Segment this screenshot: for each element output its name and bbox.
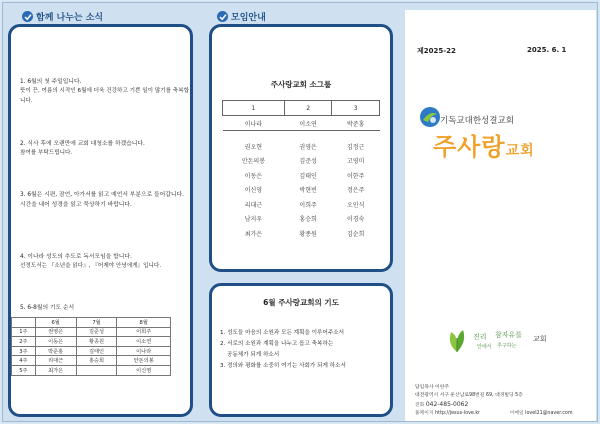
- table-row: 5주 최가은 이신영: [12, 365, 171, 375]
- homepage-link[interactable]: http://jesus-love.kr: [435, 410, 481, 416]
- prayer-order-table: [11, 317, 171, 376]
- prayer-panel: [209, 283, 393, 417]
- list-item: 1. 성도들 마음의 소원과 모든 계획을 이루어주소서: [220, 330, 345, 336]
- leaf-icon: [445, 328, 469, 354]
- cover-panel: [405, 10, 596, 421]
- phone-number: 042-485-0062: [425, 400, 469, 408]
- motto-word: 참자유를: [495, 331, 523, 339]
- web-line: 홈페이지 http://jesus-love.kr 이메일 lovel21@naver.com: [415, 410, 573, 416]
- news-title: 함께 나누는 소식: [36, 13, 104, 23]
- section-title-news: [22, 10, 103, 23]
- table-row: 이동은 김태인 이한주: [244, 172, 365, 180]
- check-icon: [22, 11, 33, 22]
- email-link[interactable]: lovel21@naver.com: [525, 410, 573, 416]
- motto-word: 추구하는: [497, 343, 517, 349]
- church-name: 주사랑교회: [433, 133, 535, 161]
- small-group-table: [222, 100, 380, 241]
- motto-word: 안에서: [477, 344, 492, 350]
- phone-line: 전화 042-485-0062: [415, 400, 469, 408]
- issue-date: 2025. 6. 1: [527, 46, 567, 54]
- group-number-row: 1 2 3: [223, 101, 380, 116]
- list-item-continued: 공동체가 되게 하소서: [227, 351, 280, 358]
- motto-word: 교회: [533, 335, 547, 343]
- table-row: 이신영 박현빈 정은주: [244, 187, 365, 195]
- motto-word: 진리: [473, 333, 487, 341]
- table-row: 3주 박준홍 김태인 이나라: [12, 346, 171, 356]
- table-row: 2주 이동은 황종원 이소연: [12, 337, 171, 347]
- pastor-name: 담임목사 이한주: [415, 385, 449, 390]
- prayer-list: [220, 328, 388, 372]
- group-leader-row: 이나라 이소연 박준홍: [223, 116, 380, 131]
- table-header-row: 6월 7월 8월: [12, 318, 171, 328]
- small-group-title: 주사랑교회 소그룹: [270, 80, 332, 89]
- table-row: 4주 리대근 홍승희 안돈의봉: [12, 356, 171, 366]
- notice-3: 3. 6월은 시편, 잠언, 아가서를 읽고 예언서 부분으로 들어갑니다. 시간을 내어 성경을 읽고 묵상하기 바랍니다.: [20, 192, 184, 209]
- list-item: 2. 서로의 소원과 계획을 나누고 돕고 축복하는: [220, 340, 334, 347]
- notice-1: 1. 6월의 첫 주일입니다. 뜻이 끈, 여름의 시작인 6월에 더욱 건강하고 기쁜 일이 많기를 축복합니다.: [20, 79, 190, 104]
- meeting-title: 모임안내: [231, 13, 266, 23]
- church-contact: [415, 384, 591, 418]
- prayer-title: 6월 주사랑교회의 기도: [263, 298, 339, 307]
- table-row: 남지우 홍승희 이경숙: [244, 216, 365, 224]
- issue-number: 제2025-22: [417, 47, 456, 55]
- section-title-meeting: [217, 10, 266, 23]
- table-row: 안돈의봉 김준성 고영미: [241, 158, 365, 166]
- denomination: 기독교대한성결교회: [440, 116, 514, 126]
- church-logo-icon: [419, 106, 441, 128]
- notice-4: 4. 이나라 성도의 추도로 독서모임을 합니다. 선정도서는 『소년을 읽다』, 『어제야 안녕에게』입니다.: [20, 254, 162, 270]
- table-row: 리대근 이희주 오인식: [244, 201, 365, 209]
- small-group-panel: [209, 24, 393, 272]
- notice-2: 2. 식사 후에 오랜만에 교회 대청소를 하겠습니다. 참여를 부탁드립니다.: [20, 141, 145, 157]
- table-row: 1주 권영은 김준성 이희주: [12, 327, 171, 337]
- prayer-order-title: 5. 6-8월의 기도 순서: [20, 305, 75, 311]
- table-row: 권오현 권영은 김정근: [244, 143, 365, 151]
- table-row: 최가은 황종원 김순희: [244, 230, 365, 238]
- check-icon: [217, 11, 228, 22]
- list-item: 3. 정의와 평화를 소중히 여기는 사회가 되게 하소서: [220, 362, 346, 369]
- church-address: 대전광역시 서구 둔산남로98번길 69, 대경빌딩 5층: [415, 392, 523, 398]
